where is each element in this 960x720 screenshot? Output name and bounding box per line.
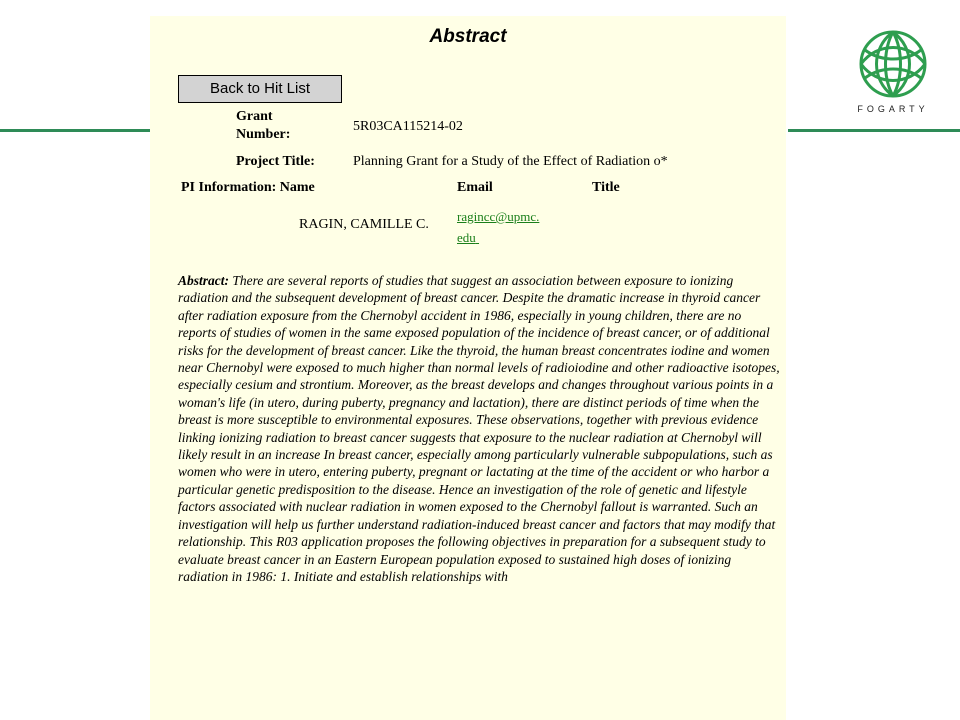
grant-number-label-line2: Number: (236, 127, 291, 142)
abstract-label: Abstract: (178, 273, 230, 288)
grant-number-label-line1: Grant (236, 109, 273, 124)
pi-email-link[interactable] (457, 206, 577, 248)
fogarty-globe-icon (857, 28, 929, 100)
pi-information-label: PI Information: Name (181, 180, 315, 195)
abstract-text: There are several reports of studies that suggest an association between exposure to ionizing radiation and the subsequent development of breast cancer. Despite the dramatic increase in thyroid cancer after radiation exposure from the Chernobyl accident in 1986, especially in young children, there are no reports of studies of women in the same exposed population of the incidence of breast cancer, or of additional risks for the development of breast cancer. Like the thyroid, the human breast concentrates iodine and women near Chernobyl were exposed to much higher than normal levels of radioiodine and other radioactive isotopes, especially cesium and strontium. Moreover, as the breast develops and changes throughout various points in a woman's life (in utero, during puberty, pregnancy and lactation), there are distinct periods of time when the breast is more susceptible to environmental exposures. These observations, together with previous evidence linking ionizing radiation to breast cancer suggests that exposure to the nuclear radiation at Chernobyl will likely result in an increase In breast cancer, especially among particularly vulnerable subpopulations, such as women who were in utero, entering puberty, pregnant or lactating at the time of the accident or who harbor a particular genetic predisposition to the disease. Hence an investigation of the role of genetic and lifestyle factors associated with nuclear radiation in women exposed to the Chernobyl fallout is warranted. Such an investigation will help us further understand radiation-induced breast cancer and factors that may modify that relationship. This R03 application proposes the following objectives in preparation for a subsequent study to evaluate breast cancer in an Eastern European population exposed to sustained high doses of ionizing radiation in 1986: 1. Initiate and establish relationships with (178, 273, 780, 584)
header-rule-left (0, 129, 152, 132)
title-column-header: Title (592, 180, 620, 195)
pi-name: RAGIN, CAMILLE C. (299, 217, 429, 232)
grant-number-label (236, 108, 316, 144)
grant-number-value: 5R03CA115214-02 (353, 119, 463, 134)
back-to-hit-list-button[interactable]: Back to Hit List (178, 75, 342, 103)
abstract-panel (150, 16, 786, 720)
abstract-body (178, 272, 780, 585)
logo-wordmark: FOGARTY (857, 104, 929, 114)
pi-email-line1: ragincc@upmc. (457, 209, 540, 224)
project-title-value: Planning Grant for a Study of the Effect of Radiation o* (353, 154, 668, 169)
email-column-header: Email (457, 180, 493, 195)
project-title-label: Project Title: (236, 154, 315, 169)
header-rule-right (788, 129, 960, 132)
page-title: Abstract (429, 26, 507, 47)
fogarty-logo (848, 28, 938, 123)
pi-email-line2: edu (457, 230, 476, 245)
